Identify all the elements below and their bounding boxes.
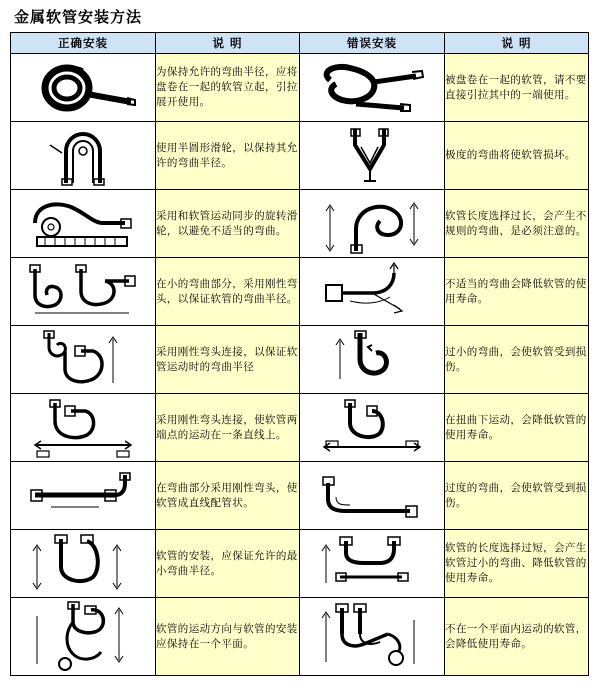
twisted-u-bend-icon [300,394,445,462]
hose-too-long-irregular-loop-icon [300,190,445,258]
row-description: 过度的弯曲，会使软管受到损伤。 [445,462,589,530]
row-description: 软管的运动方向与软管的安装应保持在一个平面。 [156,598,300,676]
table-header-row [11,33,589,54]
row-description: 采用刚性弯头连接，以保证软管运动时的弯曲半径 [156,326,300,394]
over-long-hose-square-bend-icon [300,530,445,598]
row-description: 在小的弯曲部分，采用刚性弯头，以保证软管的弯曲半径。 [156,258,300,326]
hose-sharp-v-bend-icon [300,122,445,190]
hose-over-semicircular-pulley-icon [11,122,156,190]
header-wrong-desc: 说 明 [445,33,589,54]
row-description: 软管的安装，应保证允许的最小弯曲半径。 [156,530,300,598]
row-description: 在扭曲下运动，会降低软管的使用寿命。 [445,394,589,462]
header-correct-desc: 说 明 [156,33,300,54]
row-description: 过小的弯曲，会使软管受到损伤。 [445,326,589,394]
row-description: 采用和软管运动同步的旋转滑轮，以避免不适当的弯曲。 [156,190,300,258]
table-row [11,598,589,676]
row-description: 采用刚性弯头连接，使软管两端点的运动在一条直线上。 [156,394,300,462]
row-description: 在弯曲部分采用刚性弯头，使软管成直线配管状。 [156,462,300,530]
row-description: 极度的弯曲将使软管损坏。 [445,122,589,190]
installation-methods-table [10,32,589,676]
row-description: 软管的长度选择过短，会产生软管过小的弯曲、降低软管的使用寿命。 [445,530,589,598]
table-row [11,190,589,258]
hose-with-rotating-pulley-track-icon [11,190,156,258]
table-row [11,122,589,190]
hose-motion-different-plane-icon [300,598,445,676]
coiled-hose-pulled-icon [300,54,445,122]
row-description: 使用半圆形滑轮，以保持其允许的弯曲半径。 [156,122,300,190]
table-row [11,326,589,394]
page-title: 金属软管安装方法 [14,8,143,26]
table-row [11,258,589,326]
too-small-bend-hook-icon [300,326,445,394]
improper-bend-arrows-icon [300,258,445,326]
u-shaped-hose-min-radius-icon [11,530,156,598]
row-description: 被盘卷在一起的软管，请不要直接引拉其中的一端使用。 [445,54,589,122]
table-row [11,54,589,122]
table-row [11,394,589,462]
row-description: 为保持允许的弯曲半径，应将盘卷在一起的软管立起，引拉展开使用。 [156,54,300,122]
coiled-hose-upright-icon [11,54,156,122]
hose-motion-same-plane-icon [11,598,156,676]
rigid-elbow-straight-line-u-icon [11,394,156,462]
rigid-elbow-connection-u-loop-icon [11,326,156,394]
header-correct-install: 正确安装 [11,33,156,54]
row-description: 不适当的弯曲会降低软管的使用寿命。 [445,258,589,326]
header-wrong-install: 错误安装 [300,33,445,54]
straight-pipe-with-rigid-elbow-icon [11,462,156,530]
excessive-bend-l-shape-icon [300,462,445,530]
row-description: 软管长度选择过长，会产生不规则的弯曲，是必须注意的。 [445,190,589,258]
rigid-bend-small-radius-section-icon [11,258,156,326]
table-row [11,530,589,598]
row-description: 不在一个平面内运动的软管，会降低使用寿命。 [445,598,589,676]
table-row [11,462,589,530]
